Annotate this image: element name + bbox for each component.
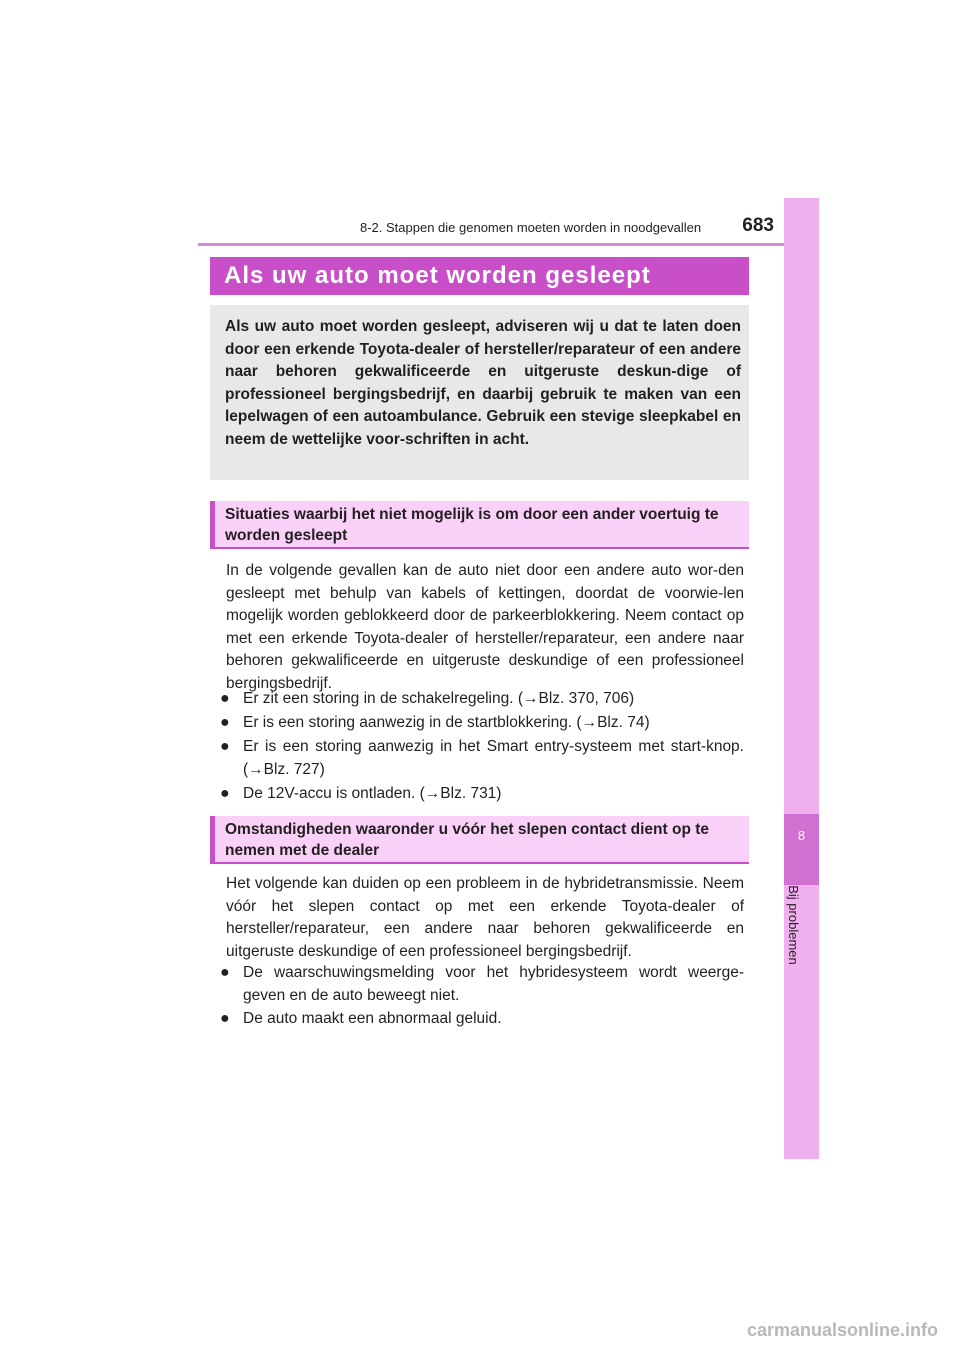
list-item-text: De waarschuwingsmelding voor het hybridesysteem wordt weerge-geven en de auto beweegt niet. [243,964,744,1004]
chapter-side-tab [784,198,819,1159]
list-item-text: Er is een storing aanwezig in de startblokkering. (→Blz. 74) [243,714,650,731]
intro-text: Als uw auto moet worden gesleept, adviseren wij u dat te laten doen door een erkende Toyota-dealer of hersteller/reparateur of een andere naar behoren gekwalificeerde en uitgeruste deskun-dige of professioneel bergingsbedrijf, en daarbij gebruik te maken van een lepelwagen of een autoambulance. Gebruik een stevige sleepkabel en neem de wettelijke voor-schriften in acht. [225,318,741,448]
bullet-icon: ● [220,785,230,802]
subheading-no-towing [210,501,749,549]
list-item-text: De auto maakt een abnormaal geluid. [243,1010,502,1027]
bullet-icon: ● [220,714,230,731]
section-header: 8-2. Stappen die genomen moeten worden in noodgevallen [360,220,702,235]
subheading-contact-dealer [210,816,749,864]
bullet-icon: ● [220,1010,230,1027]
subheading-text: Situaties waarbij het niet mogelijk is om door een ander voertuig te worden gesleept [225,506,719,544]
section2-body: Het volgende kan duiden op een probleem in de hybridetransmissie. Neem vóór het slepen contact op met een erkende Toyota-dealer of hersteller/reparateur, een andere naar behoren gekwalificeerde en uitgeruste deskundige of een professioneel bergingsbedrijf. [226,875,744,960]
list-item-text: Er zit een storing in de schakelregeling. (→Blz. 370, 706) [243,690,635,707]
section-title-bar [210,257,749,295]
list-item-text: Er is een storing aanwezig in het Smart entry-systeem met start-knop. (→Blz. 727) [243,738,744,778]
page-title: Als uw auto moet worden gesleept [224,262,651,289]
list-item-text: De 12V-accu is ontladen. (→Blz. 731) [243,785,502,802]
bullet-icon: ● [220,964,230,981]
section1-body: In de volgende gevallen kan de auto niet door een andere auto wor-den gesleept met behulp van kabels of kettingen, doordat de voorwie-len mogelijk worden geblokkeerd door de parkeerblokkering. Neem contact op met een erkende Toyota-dealer of hersteller/reparateur, een andere naar behoren gekwalificeerde en uitgeruste deskundige of een professioneel bergingsbedrijf. [226,562,744,692]
chapter-label: Bij problemen [786,885,801,965]
chapter-number: 8 [797,828,806,843]
chapter-tab-active [784,814,819,885]
watermark: carmanualsonline.info [746,1320,938,1340]
page-number: 683 [742,215,774,236]
intro-box [210,305,749,480]
header-divider [198,243,818,246]
subheading-text: Omstandigheden waaronder u vóór het slepen contact dient op te nemen met de dealer [225,821,710,859]
bullet-icon: ● [220,738,230,755]
bullet-icon: ● [220,690,230,707]
